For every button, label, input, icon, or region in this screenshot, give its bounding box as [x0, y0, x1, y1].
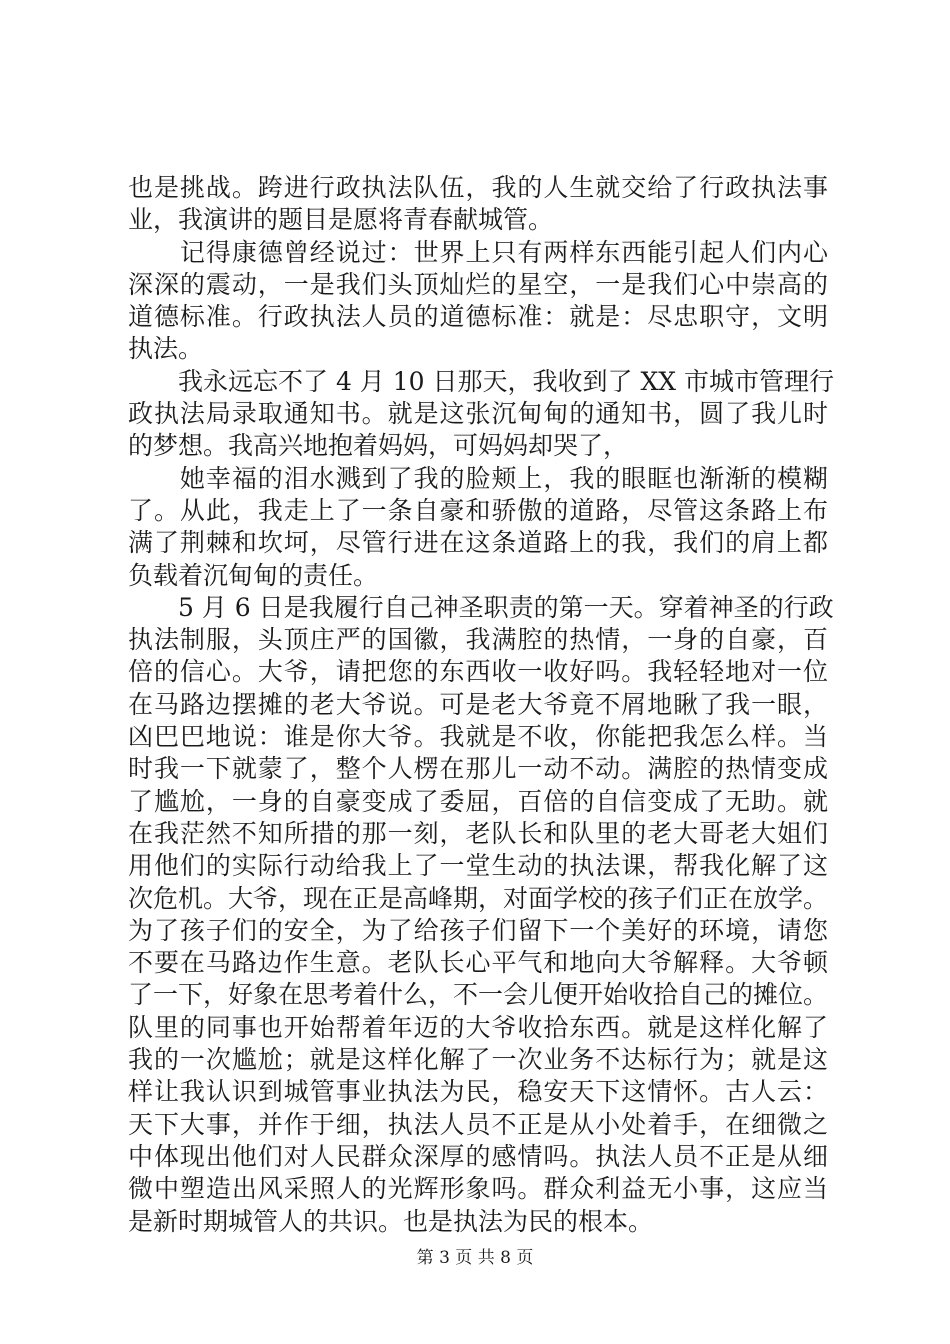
- text-line: 队里的同事也开始帮着年迈的大爷收拾东西。就是这样化解了: [128, 1012, 828, 1042]
- text-line: 时我一下就蒙了，整个人楞在那儿一动不动。满腔的热情变成: [128, 754, 828, 784]
- text-line: 在马路边摆摊的老大爷说。可是老大爷竟不屑地瞅了我一眼，: [128, 689, 828, 719]
- text-line: 满了荆棘和坎坷，尽管行进在这条道路上的我，我们的肩上都: [128, 528, 828, 558]
- text-line: 政执法局录取通知书。就是这张沉甸甸的通知书，圆了我儿时: [128, 399, 828, 429]
- text-line: 中体现出他们对人民群众深厚的感情吗。执法人员不正是从细: [128, 1141, 828, 1171]
- text-line: 业，我演讲的题目是愿将青春献城管。: [128, 205, 554, 235]
- page-number-footer: 第 3 页 共 8 页: [416, 1248, 534, 1268]
- text-line: 执法制服，头顶庄严的国徽，我满腔的热情，一身的自豪，百: [128, 625, 828, 655]
- text-line: 次危机。大爷，现在正是高峰期，对面学校的孩子们正在放学。: [128, 883, 829, 913]
- text-line: 我的一次尴尬；就是这样化解了一次业务不达标行为；就是这: [128, 1045, 828, 1075]
- text-line: 用他们的实际行动给我上了一堂生动的执法课，帮我化解了这: [128, 851, 828, 881]
- text-line: 倍的信心。大爷，请把您的东西收一收好吗。我轻轻地对一位: [128, 657, 828, 687]
- text-line: 了尴尬，一身的自豪变成了委屈，百倍的自信变成了无助。就: [128, 786, 828, 816]
- text-line: 我永远忘不了 4 月 10 日那天，我收到了 XX 市城市管理行: [128, 366, 834, 396]
- text-line: 的梦想。我高兴地抱着妈妈，可妈妈却哭了，: [128, 431, 629, 461]
- text-line: 在我茫然不知所措的那一刻，老队长和队里的老大哥老大姐们: [128, 818, 828, 848]
- text-line: 是新时期城管人的共识。也是执法为民的根本。: [128, 1206, 654, 1236]
- text-line: 不要在马路边作生意。老队长心平气和地向大爷解释。大爷顿: [128, 948, 828, 978]
- text-line: 5 月 6 日是我履行自己神圣职责的第一天。穿着神圣的行政: [128, 592, 834, 622]
- text-line: 她幸福的泪水溅到了我的脸颊上，我的眼眶也渐渐的模糊: [128, 463, 828, 493]
- text-line: 执法。: [128, 334, 204, 364]
- text-line: 道德标准。行政执法人员的道德标准：就是：尽忠职守，文明: [128, 302, 828, 332]
- speech-body-text: [128, 172, 834, 1238]
- text-line: 微中塑造出风采照人的光辉形象吗。群众利益无小事，这应当: [128, 1174, 828, 1204]
- text-line: 为了孩子们的安全，为了给孩子们留下一个美好的环境，请您: [128, 915, 828, 945]
- text-line: 深深的震动，一是我们头顶灿烂的星空，一是我们心中崇高的: [128, 269, 828, 299]
- text-line: 天下大事，并作于细，执法人员不正是从小处着手，在细微之: [128, 1109, 828, 1139]
- text-line: 也是挑战。跨进行政执法队伍，我的人生就交给了行政执法事: [128, 173, 828, 202]
- text-line: 负载着沉甸甸的责任。: [128, 560, 379, 590]
- text-line: 记得康德曾经说过：世界上只有两样东西能引起人们内心: [128, 237, 828, 267]
- text-line: 样让我认识到城管事业执法为民，稳安天下这情怀。古人云：: [128, 1077, 828, 1107]
- text-line: 了一下，好象在思考着什么，不一会儿便开始收拾自己的摊位。: [128, 980, 829, 1010]
- text-line: 了。从此，我走上了一条自豪和骄傲的道路，尽管这条路上布: [128, 495, 828, 525]
- text-line: 凶巴巴地说：谁是你大爷。我就是不收，你能把我怎么样。当: [128, 722, 828, 752]
